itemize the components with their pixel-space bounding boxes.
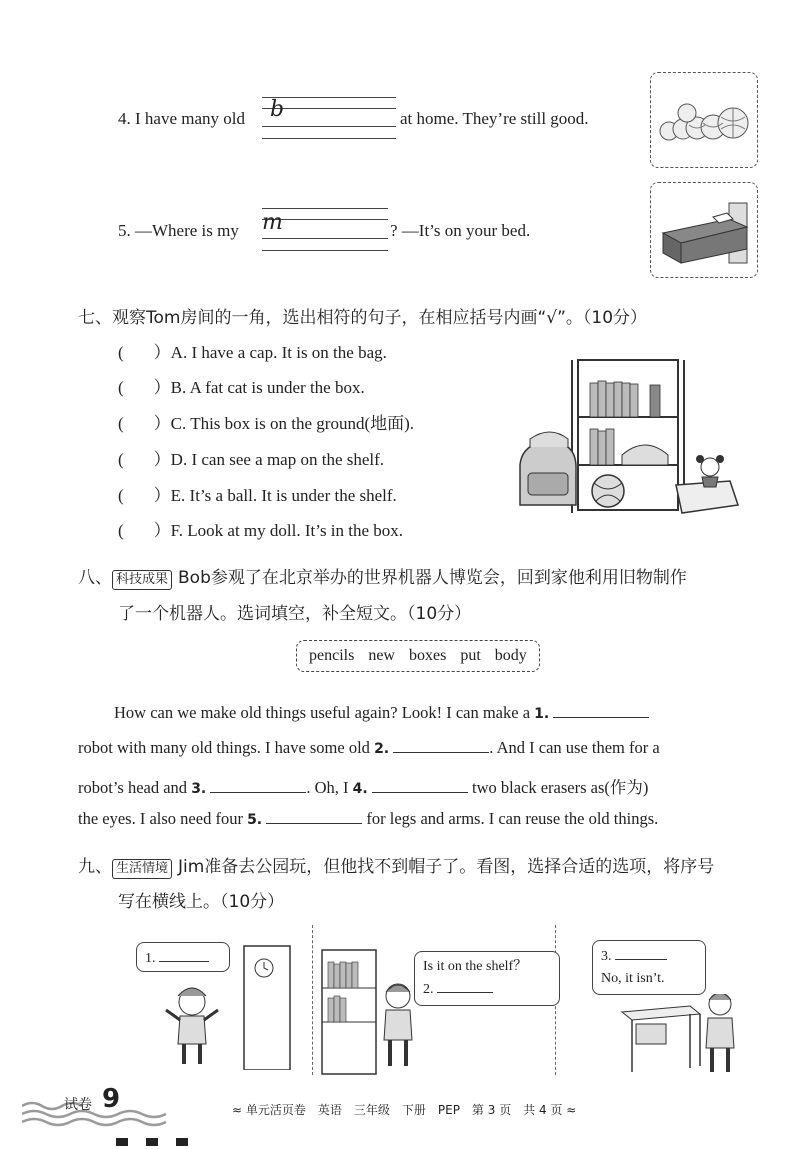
option-f[interactable]: ( ）F. Look at my doll. It’s in the box.	[118, 521, 404, 540]
blank-4[interactable]	[372, 778, 468, 793]
guide-line	[262, 250, 388, 251]
option-a[interactable]: ( ）A. I have a cap. It is on the bag.	[118, 343, 387, 362]
footer-page-number: 9	[102, 1084, 121, 1114]
footer-label: 试卷	[64, 1097, 92, 1113]
panel-divider	[312, 925, 313, 1075]
section8-title-line2: 了一个机器人。选词填空，补全短文。（10分）	[118, 604, 472, 624]
answer-line[interactable]	[262, 126, 396, 127]
section8-number: 八、	[78, 568, 112, 588]
bubble-blank-2[interactable]	[437, 978, 493, 993]
word-new: new	[368, 647, 395, 664]
para-line3: robot’s head and 3. . Oh, I 4. two black erasers as(作为)	[78, 778, 649, 797]
balls-picture	[650, 72, 758, 168]
q5-text-after: ? —It’s on your bed.	[390, 221, 531, 240]
section9-title-line1: 九、 生活情境 Jim准备去公园玩，但他找不到帽子了。看图，选择合适的选项，将序号	[78, 857, 715, 877]
answer-line[interactable]	[262, 238, 388, 239]
footer-mark	[176, 1138, 188, 1146]
panel1-illustration	[140, 940, 310, 1075]
footer-mark	[116, 1138, 128, 1146]
blank-5[interactable]	[266, 809, 362, 824]
speech-bubble-2: Is it on the shelf？ 2.	[414, 951, 560, 1006]
letter-hint-b: b	[270, 97, 285, 122]
bed-picture	[650, 182, 758, 278]
q4-text-before: 4. I have many old	[118, 109, 245, 128]
para-line2: robot with many old things. I have some old 2. . And I can use them for a	[78, 738, 660, 757]
guide-line	[262, 208, 388, 209]
para-line4: the eyes. I also need four 5. for legs and arms. I can reuse the old things.	[78, 809, 659, 828]
option-e[interactable]: ( ）E. It’s a ball. It is under the shelf.	[118, 486, 397, 505]
letter-hint-m: m	[262, 210, 283, 235]
speech-bubble-3: 3. No, it isn’t.	[592, 940, 706, 995]
word-bank	[296, 640, 540, 672]
bubble-blank-3[interactable]	[615, 945, 667, 960]
section9-title-line2: 写在横线上。（10分）	[118, 892, 285, 912]
section7-title: 七、观察Tom房间的一角，选出相符的句子，在相应括号内画“√”。（10分）	[78, 308, 648, 328]
word-pencils: pencils	[309, 647, 355, 664]
room-illustration	[510, 355, 750, 530]
word-boxes: boxes	[408, 647, 447, 664]
blank-2[interactable]	[393, 738, 489, 753]
section9-number: 九、	[78, 857, 112, 877]
footer-info: ≈ 单元活页卷 英语 三年级 下册 PEP 第 3 页 共 4 页 ≈	[232, 1103, 577, 1117]
blank-3[interactable]	[210, 778, 306, 793]
guide-line	[262, 138, 396, 139]
option-d[interactable]: ( ）D. I can see a map on the shelf.	[118, 450, 385, 469]
word-put: put	[460, 647, 481, 664]
word-body: body	[494, 647, 527, 664]
q4-text-after: at home. They’re still good.	[400, 109, 589, 128]
option-c[interactable]: ( ）C. This box is on the ground(地面).	[118, 414, 415, 433]
footer-wave	[22, 1092, 172, 1133]
para-line1: How can we make old things useful again? Look! I can make a 1.	[114, 703, 649, 723]
section8-title-line1: 八、 科技成果 Bob参观了在北京举办的世界机器人博览会，回到家他利用旧物制作	[78, 568, 687, 588]
speech-bubble-1: 1.	[136, 942, 230, 972]
panel3-illustration	[620, 994, 750, 1079]
footer-mark	[146, 1138, 158, 1146]
option-b[interactable]: ( ）B. A fat cat is under the box.	[118, 378, 365, 397]
blank-1[interactable]	[553, 703, 649, 718]
tag-tech: 科技成果	[112, 570, 172, 590]
tag-life: 生活情境	[112, 859, 172, 879]
q5-text-before: 5. —Where is my	[118, 221, 239, 240]
